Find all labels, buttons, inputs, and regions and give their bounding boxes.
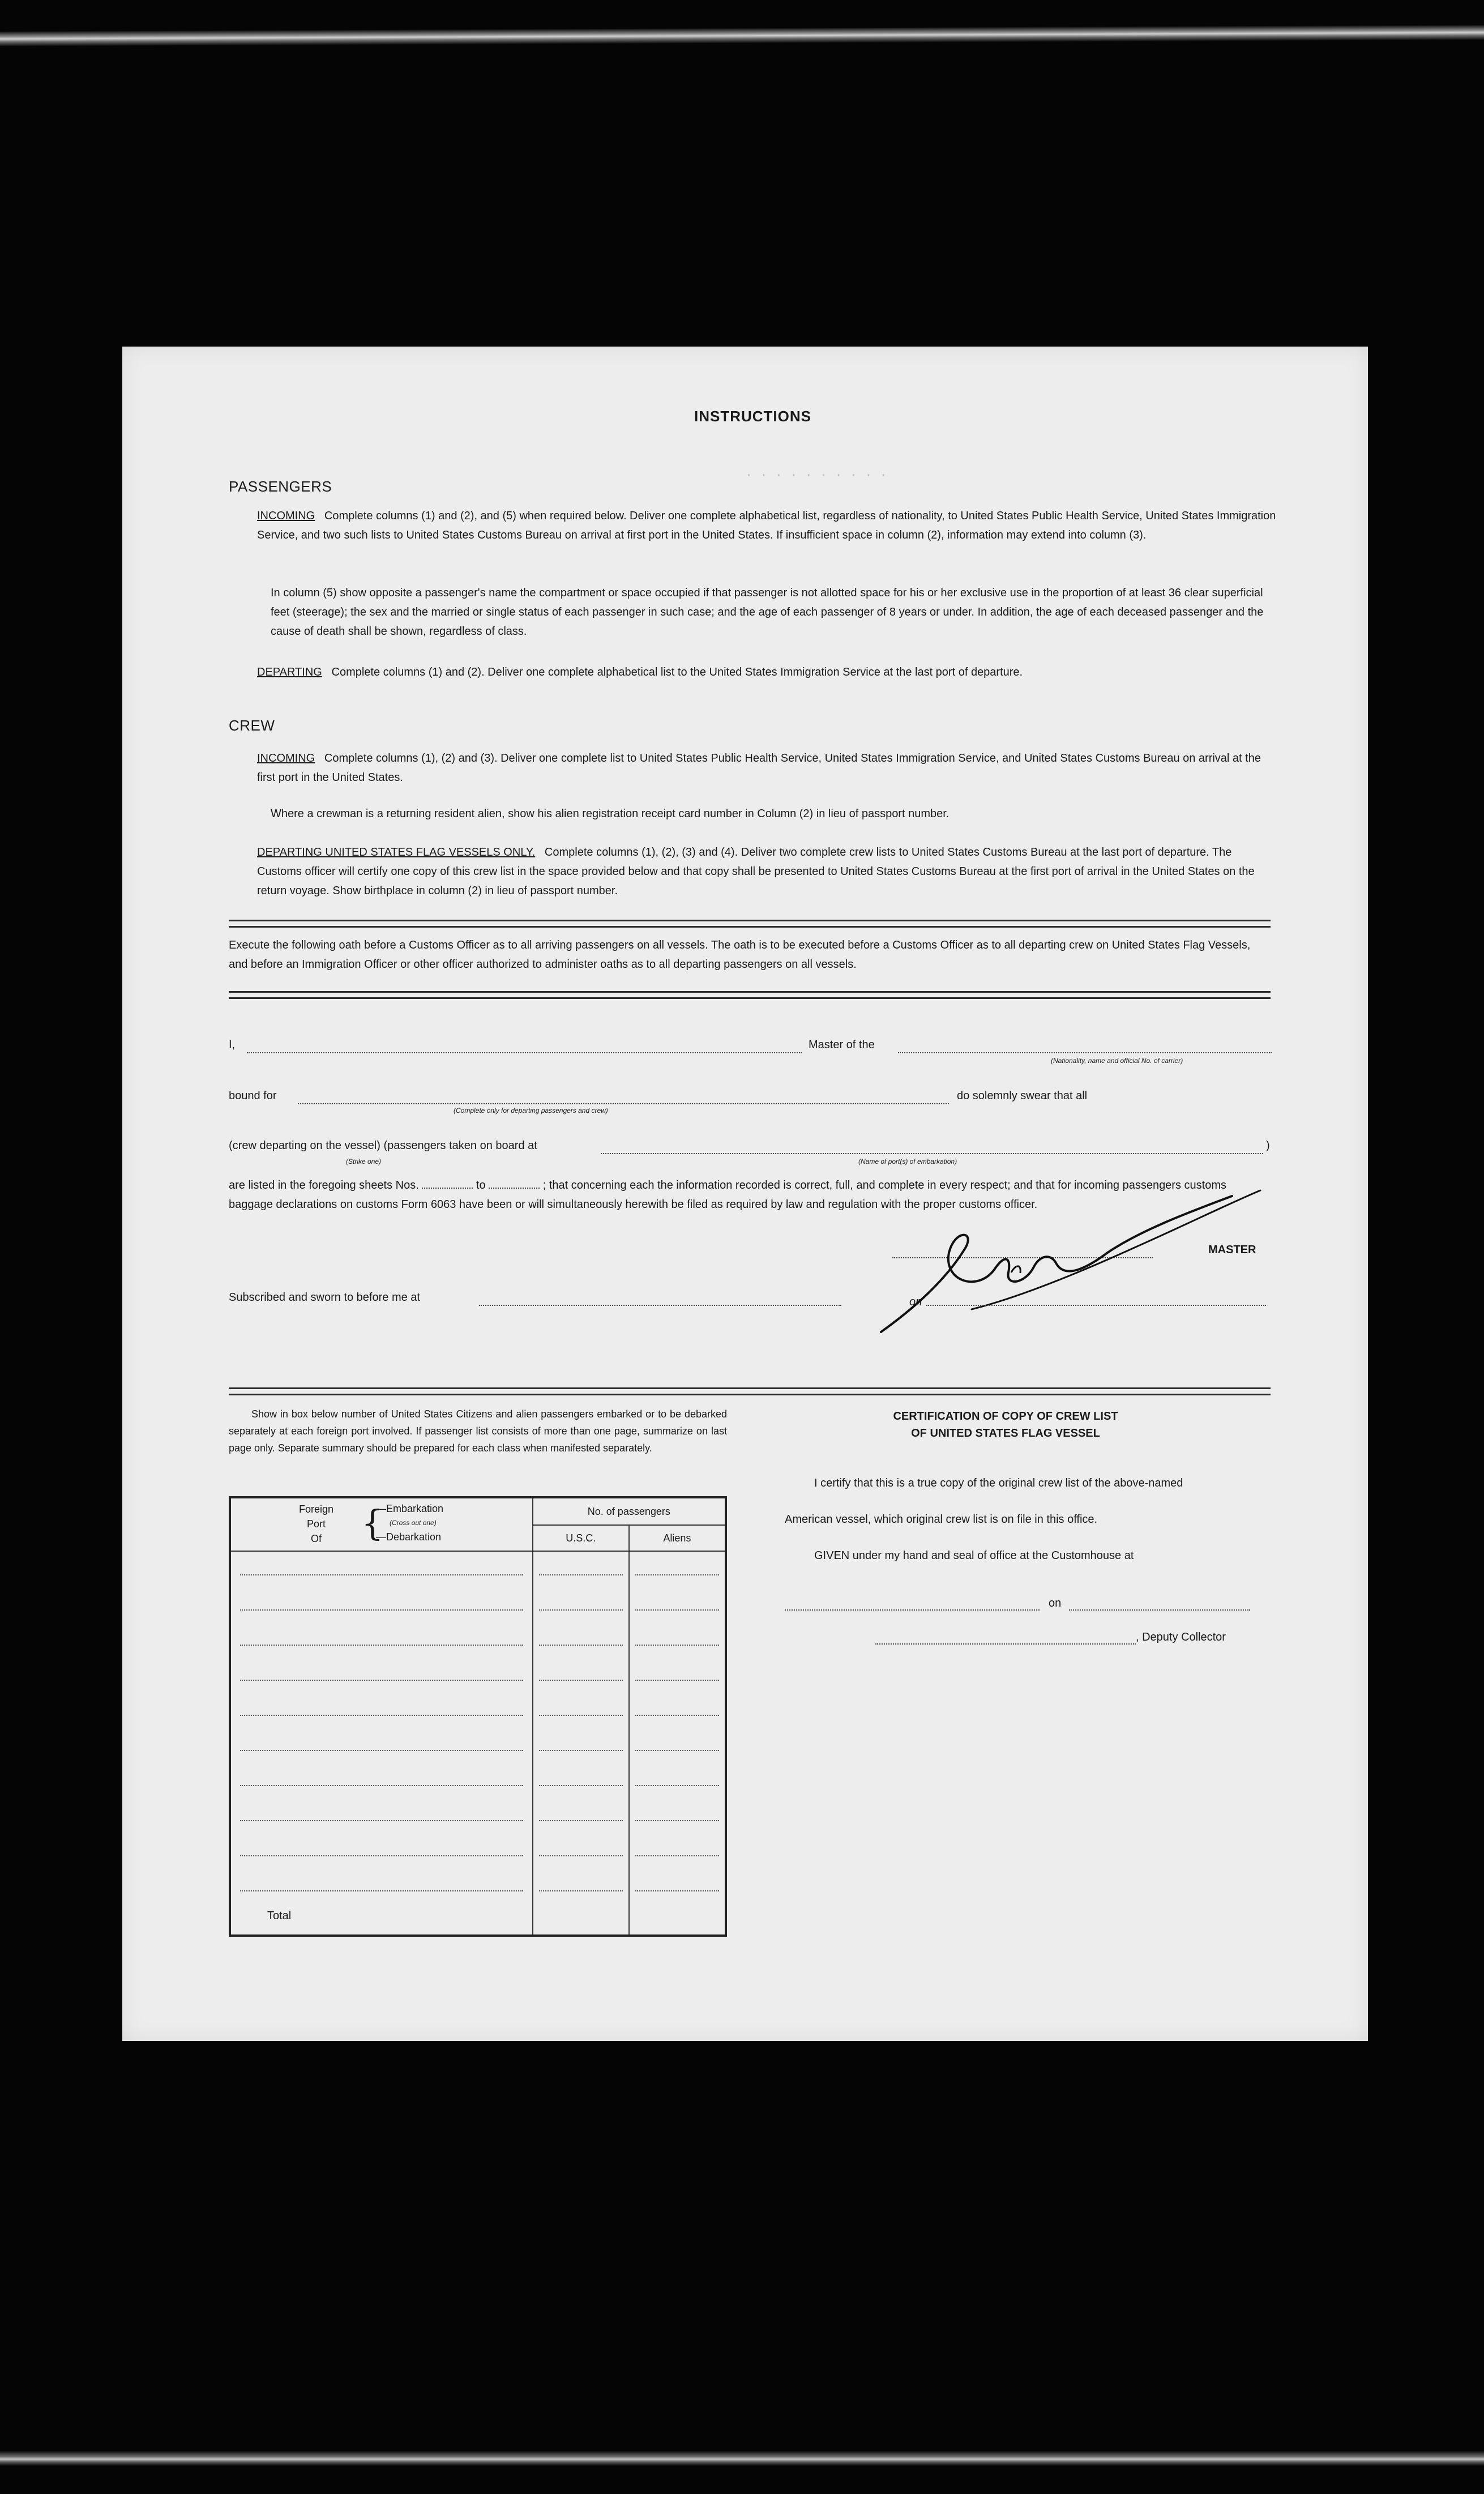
crew-departing-paragraph bbox=[257, 843, 1276, 900]
usc-row-line[interactable] bbox=[539, 1680, 623, 1681]
port-note: (Name of port(s) of embarkation) bbox=[858, 1158, 957, 1165]
swear-text: do solemnly swear that all bbox=[957, 1090, 1088, 1102]
aliens-row-line[interactable] bbox=[635, 1680, 719, 1681]
port-row-line[interactable] bbox=[240, 1680, 523, 1681]
certification-given: GIVEN under my hand and seal of office at the Customhouse at bbox=[814, 1549, 1134, 1562]
crew-departing-text: (crew departing on the vessel) (passengers taken on board at bbox=[229, 1139, 537, 1152]
listed-text-a: are listed in the foregoing sheets Nos. bbox=[229, 1179, 419, 1192]
port-row-line[interactable] bbox=[240, 1609, 523, 1611]
brace-glyph: { bbox=[361, 1502, 384, 1544]
certification-on-label: on bbox=[1049, 1597, 1062, 1609]
page-title: INSTRUCTIONS bbox=[694, 408, 811, 425]
close-paren: ) bbox=[1266, 1139, 1270, 1152]
oath-i-label: I, bbox=[229, 1039, 236, 1051]
passenger-summary-table bbox=[229, 1496, 727, 1937]
of-label: Of bbox=[311, 1533, 322, 1544]
foreign-label: Foreign bbox=[299, 1504, 334, 1515]
aliens-column bbox=[629, 1551, 726, 1936]
sworn-place-field[interactable] bbox=[479, 1305, 841, 1306]
usc-row-line[interactable] bbox=[539, 1645, 623, 1646]
usc-row-line[interactable] bbox=[539, 1785, 623, 1786]
aliens-row-line[interactable] bbox=[635, 1890, 719, 1891]
bound-for-note: (Complete only for departing passengers and crew) bbox=[454, 1107, 608, 1114]
crew-resident-paragraph: Where a crewman is a returning resident alien, show his alien registration receipt card number in Column (2) in lieu of passport number. bbox=[271, 808, 950, 820]
passengers-header bbox=[533, 1497, 726, 1551]
document-sheet bbox=[122, 347, 1368, 2041]
debarkation-label: —Debarkation bbox=[376, 1531, 442, 1543]
summary-instructions: Show in box below number of United States Citizens and alien passengers embarked or to be debarked separately at each foreign port involved. If passenger list consists of more than one page, summarize on last page only. Separate summary should be prepared for each class when manifested separately. bbox=[229, 1408, 727, 1454]
usc-row-line[interactable] bbox=[539, 1750, 623, 1751]
sheet-to-field[interactable] bbox=[489, 1188, 540, 1189]
usc-column bbox=[533, 1551, 629, 1936]
passengers-departing-label: DEPARTING bbox=[257, 666, 322, 678]
cross-out-note: (Cross out one) bbox=[390, 1519, 437, 1527]
certification-title bbox=[779, 1408, 1232, 1442]
passengers-departing-paragraph bbox=[257, 663, 1276, 682]
aliens-row-line[interactable] bbox=[635, 1785, 719, 1786]
crew-incoming-label: INCOMING bbox=[257, 752, 315, 765]
crew-incoming-text: Complete columns (1), (2) and (3). Deliver one complete list to United States Public Health Service, United States Immigration Service, and United States Customs Bureau on arrival at the first port in the United States. bbox=[257, 752, 1261, 784]
usc-label: U.S.C. bbox=[533, 1526, 630, 1551]
certification-text-2: American vessel, which original crew list is on file in this office. bbox=[785, 1513, 1098, 1526]
passengers-departing-text: Complete columns (1) and (2). Deliver one complete alphabetical list to the United States Immigration Service at the last port of departure. bbox=[331, 666, 1023, 678]
scan-edge-top bbox=[0, 25, 1484, 46]
usc-row-line[interactable] bbox=[539, 1890, 623, 1891]
bleed-through-text: · · · · · · · · · · bbox=[745, 468, 887, 482]
sworn-date-field[interactable] bbox=[926, 1305, 1266, 1306]
master-label: MASTER bbox=[1208, 1244, 1256, 1256]
usc-row-line[interactable] bbox=[539, 1609, 623, 1611]
port-row-line[interactable] bbox=[240, 1715, 523, 1716]
section-divider bbox=[229, 1387, 1271, 1395]
aliens-row-line[interactable] bbox=[635, 1855, 719, 1856]
passengers-heading: PASSENGERS bbox=[229, 478, 332, 495]
port-label: Port bbox=[307, 1518, 326, 1530]
passengers-column5-paragraph: In column (5) show opposite a passenger's name the compartment or space occupied if that passenger is not allotted space for his or her exclusive use in the proportion of at least 36 clear superficial feet (steerage); the sex and the married or single status of each passenger in such case; and the age of each passenger of 8 years or under. In addition, the age of each deceased passenger and the cause of death shall be shown, regardless of class. bbox=[271, 587, 1264, 638]
certification-text-1: I certify that this is a true copy of the original crew list of the above-named bbox=[814, 1477, 1183, 1489]
aliens-row-line[interactable] bbox=[635, 1574, 719, 1575]
passengers-incoming-label: INCOMING bbox=[257, 510, 315, 522]
passengers-incoming-text: Complete columns (1) and (2), and (5) when required below. Deliver one complete alphabetical list, regardless of nationality, to United States Public Health Service, United States Immigration Service, and two such lists to United States Customs Bureau on arrival at first port in the United States. If insufficient space in column (2), information may extend into column (3). bbox=[257, 510, 1276, 541]
usc-row-line[interactable] bbox=[539, 1820, 623, 1821]
subscribed-text: Subscribed and sworn to before me at bbox=[229, 1291, 420, 1304]
oath-intro: Execute the following oath before a Customs Officer as to all arriving passengers on all vessels. The oath is to be executed before a Customs Officer as to all departing crew on United States Flag Vessels, and before an Immigration Officer or other officer authorized to administer oaths as to all departing passengers on all vessels. bbox=[229, 939, 1251, 971]
sheet-from-field[interactable] bbox=[422, 1188, 473, 1189]
usc-row-line[interactable] bbox=[539, 1855, 623, 1856]
crew-departing-text: Complete columns (1), (2), (3) and (4). Deliver two complete crew lists to United States Customs Bureau at the last port of departure. The Customs officer will certify one copy of this crew list in the space provided below and that copy shall be presented to United States Customs Bureau at the first port of arrival in the United States on the return voyage. Show birthplace in column (2) in lieu of passport number. bbox=[257, 846, 1255, 897]
no-passengers-label: No. of passengers bbox=[533, 1498, 725, 1526]
section-divider bbox=[229, 991, 1271, 999]
aliens-row-line[interactable] bbox=[635, 1609, 719, 1611]
crew-incoming-paragraph bbox=[257, 749, 1276, 787]
crew-departing-label: DEPARTING UNITED STATES FLAG VESSELS ONLY. bbox=[257, 846, 536, 859]
crew-heading: CREW bbox=[229, 717, 275, 734]
usc-row-line[interactable] bbox=[539, 1574, 623, 1575]
sheet-edge-shadow bbox=[1459, 347, 1481, 2041]
aliens-label: Aliens bbox=[663, 1532, 691, 1544]
bound-for-label: bound for bbox=[229, 1090, 277, 1102]
listed-text-b: ; that concerning each the information recorded is correct, full, and complete in every respect; and that for incoming passengers customs baggage declarations on customs Form 6063 have been or will simultaneously herewith be filed as required by law and regulation with the proper customs officer. bbox=[229, 1179, 1226, 1211]
listed-to: to bbox=[476, 1179, 486, 1192]
certification-title-line2: OF UNITED STATES FLAG VESSEL bbox=[911, 1427, 1100, 1440]
carrier-field[interactable] bbox=[898, 1052, 1272, 1053]
strike-note: (Strike one) bbox=[346, 1158, 382, 1165]
certification-title-line1: CERTIFICATION OF COPY OF CREW LIST bbox=[893, 1410, 1118, 1423]
port-column bbox=[230, 1551, 533, 1936]
embarkation-label: —Embarkation bbox=[376, 1503, 444, 1514]
total-label: Total bbox=[267, 1910, 292, 1922]
aliens-row-line[interactable] bbox=[635, 1715, 719, 1716]
scan-edge-bottom bbox=[0, 2451, 1484, 2466]
aliens-row-line[interactable] bbox=[635, 1750, 719, 1751]
usc-row-line[interactable] bbox=[539, 1715, 623, 1716]
customhouse-field[interactable] bbox=[785, 1609, 1040, 1611]
aliens-row-line[interactable] bbox=[635, 1820, 719, 1821]
master-signature bbox=[870, 1162, 1277, 1343]
certification-date-field[interactable] bbox=[1069, 1609, 1250, 1611]
deputy-collector-field[interactable] bbox=[875, 1643, 1136, 1645]
port-row-line[interactable] bbox=[240, 1645, 523, 1646]
embarkation-port-field[interactable] bbox=[601, 1153, 1263, 1154]
bound-for-field[interactable] bbox=[298, 1103, 949, 1104]
port-row-line[interactable] bbox=[240, 1785, 523, 1786]
port-row-line[interactable] bbox=[240, 1855, 523, 1856]
port-row-line[interactable] bbox=[240, 1820, 523, 1821]
port-row-line[interactable] bbox=[240, 1890, 523, 1891]
deputy-collector-label: , Deputy Collector bbox=[1136, 1631, 1226, 1643]
master-name-field[interactable] bbox=[247, 1052, 802, 1053]
foreign-port-header bbox=[230, 1497, 533, 1551]
aliens-row-line[interactable] bbox=[635, 1645, 719, 1646]
section-divider bbox=[229, 920, 1271, 928]
sworn-on-label: on bbox=[909, 1296, 922, 1308]
port-row-line[interactable] bbox=[240, 1750, 523, 1751]
passengers-incoming-paragraph bbox=[257, 506, 1276, 545]
master-of-label: Master of the bbox=[809, 1039, 875, 1051]
port-row-line[interactable] bbox=[240, 1574, 523, 1575]
carrier-note: (Nationality, name and official No. of carrier) bbox=[1051, 1057, 1183, 1065]
